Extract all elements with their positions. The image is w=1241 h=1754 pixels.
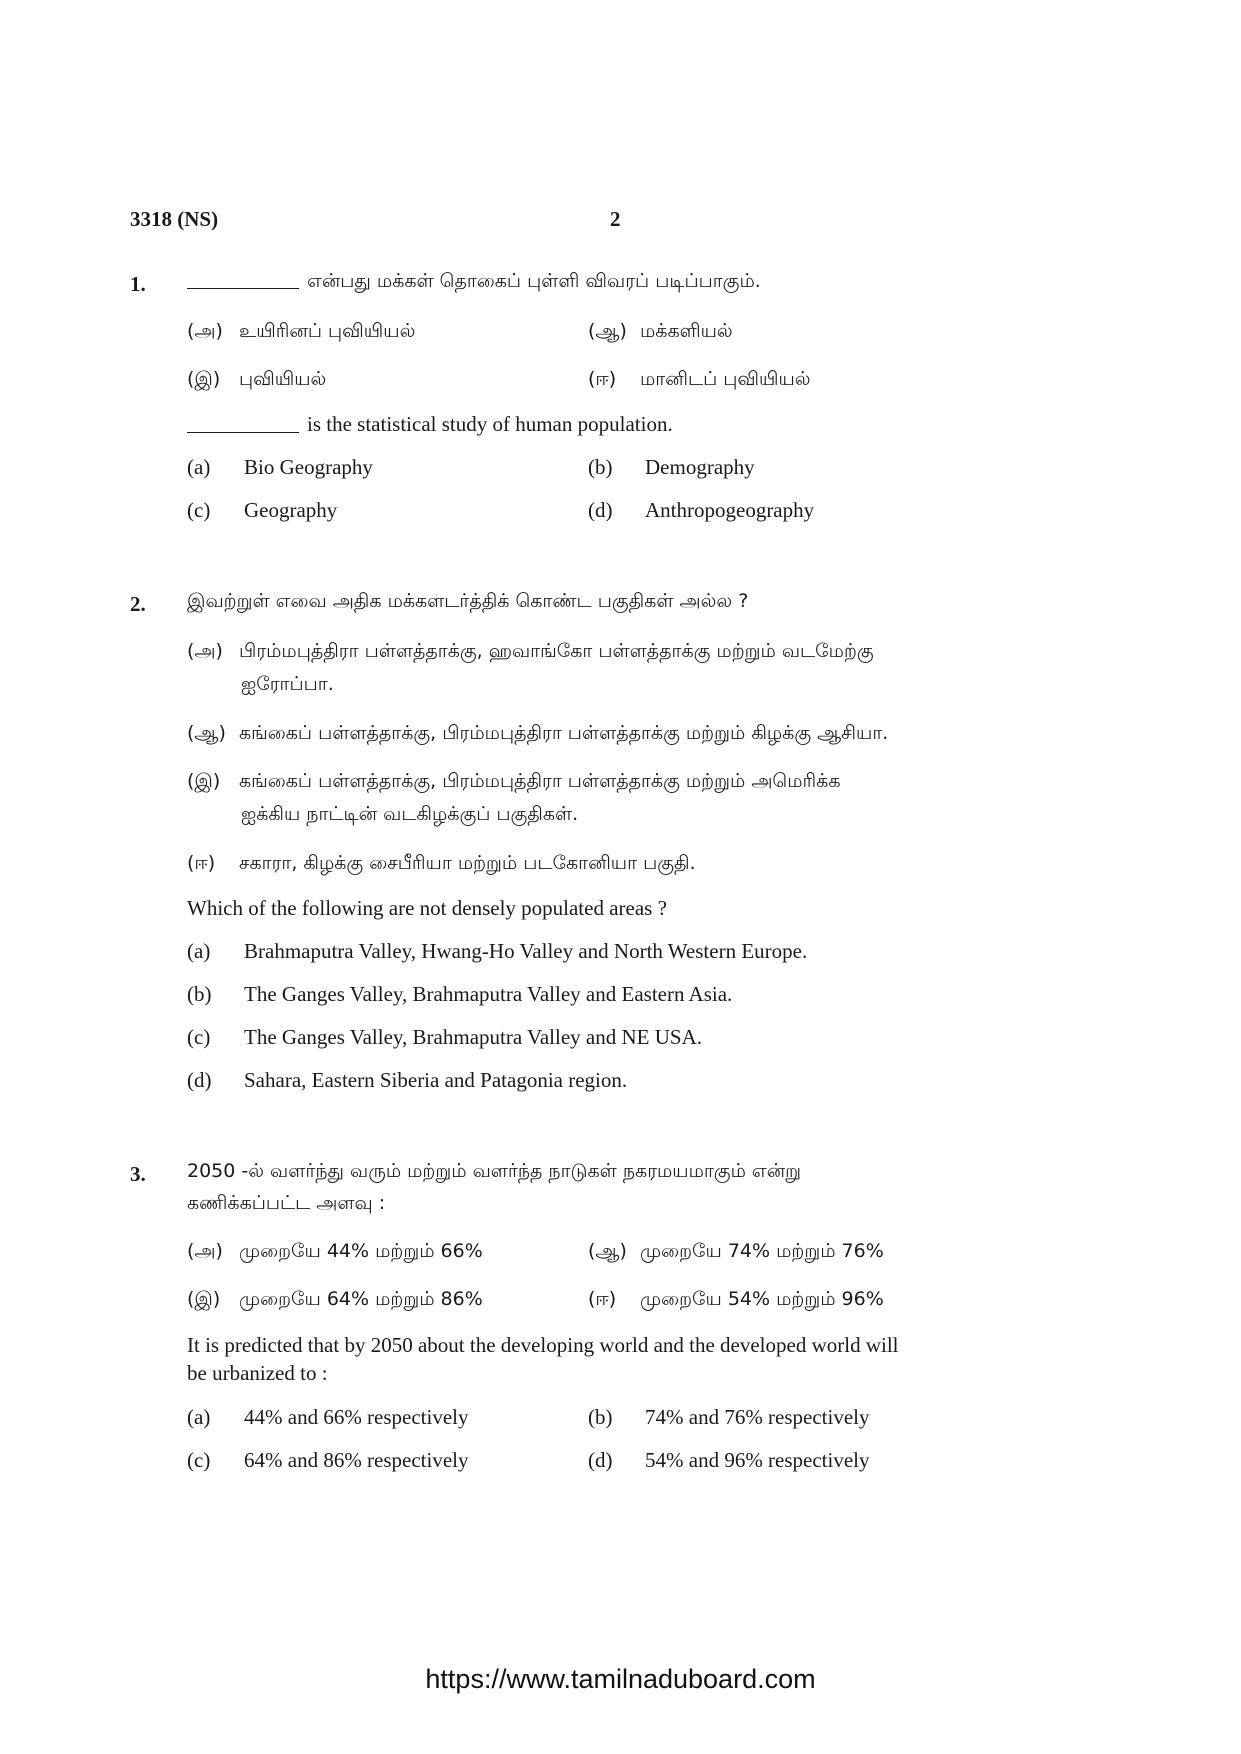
option-text: The Ganges Valley, Brahmaputra Valley and NE USA. bbox=[244, 1025, 703, 1049]
option-label: (இ) bbox=[187, 368, 221, 390]
option-label: (d) bbox=[588, 498, 613, 522]
q1-en-option-c bbox=[187, 498, 337, 523]
option-text: 54% and 96% respectively bbox=[645, 1448, 870, 1472]
option-label: (d) bbox=[187, 1068, 212, 1092]
question-3-tamil-line2: கணிக்கப்பட்ட அளவு : bbox=[187, 1192, 386, 1214]
option-label: (d) bbox=[588, 1448, 613, 1472]
option-label: (இ) bbox=[187, 770, 221, 792]
q2-en-option-d bbox=[187, 1068, 627, 1093]
question-3-tamil-line1: 2050 -ல் வளர்ந்து வரும் மற்றும் வளர்ந்த நாடுகள் நகரமயமாகும் என்று bbox=[187, 1160, 802, 1182]
question-2-english: Which of the following are not densely populated areas ? bbox=[187, 896, 667, 920]
q2-en-option-a bbox=[187, 939, 807, 964]
option-text: Bio Geography bbox=[244, 455, 373, 479]
q2-en-option-c bbox=[187, 1025, 702, 1050]
option-text: 74% and 76% respectively bbox=[645, 1405, 870, 1429]
option-label: (ஆ) bbox=[187, 722, 226, 744]
question-1-number: 1. bbox=[130, 272, 146, 296]
option-label: (b) bbox=[588, 455, 613, 479]
q1-en-option-a bbox=[187, 455, 373, 480]
option-text: புவியியல் bbox=[239, 368, 327, 390]
q2-ta-option-b bbox=[187, 722, 888, 747]
q2-ta-option-a-cont: ஐரோப்பா. bbox=[241, 673, 334, 695]
option-label: (c) bbox=[187, 498, 211, 522]
answer-blank bbox=[187, 432, 299, 433]
q1-ta-option-a bbox=[187, 320, 415, 345]
q1-ta-option-b bbox=[588, 320, 733, 345]
option-label: (ஆ) bbox=[588, 320, 627, 342]
question-3-number: 3. bbox=[130, 1162, 146, 1186]
option-label: (a) bbox=[187, 455, 211, 479]
option-text: பிரம்மபுத்திரா பள்ளத்தாக்கு, ஹவாங்கோ பள்ளத்தாக்கு மற்றும் வடமேற்கு bbox=[239, 640, 874, 662]
q3-en-option-d bbox=[588, 1448, 870, 1473]
option-text: முறையே 64% மற்றும் 86% bbox=[239, 1288, 483, 1310]
option-text: கங்கைப் பள்ளத்தாக்கு, பிரம்மபுத்திரா பள்ளத்தாக்கு மற்றும் அமெரிக்க bbox=[239, 770, 841, 792]
option-label: (ஈ) bbox=[588, 368, 617, 390]
option-text: உயிரினப் புவியியல் bbox=[239, 320, 416, 342]
option-label: (b) bbox=[187, 982, 212, 1006]
option-text: Geography bbox=[244, 498, 338, 522]
option-text: Brahmaputra Valley, Hwang-Ho Valley and North Western Europe. bbox=[244, 939, 808, 963]
option-label: (அ) bbox=[187, 640, 223, 662]
page-number: 2 bbox=[610, 207, 621, 231]
option-label: (a) bbox=[187, 939, 211, 963]
option-text: 44% and 66% respectively bbox=[244, 1405, 469, 1429]
question-2-tamil: இவற்றுள் எவை அதிக மக்களடர்த்திக் கொண்ட பகுதிகள் அல்ல ? bbox=[187, 590, 749, 612]
q3-ta-option-a bbox=[187, 1240, 483, 1265]
option-text: மக்களியல் bbox=[640, 320, 733, 342]
option-label: (a) bbox=[187, 1405, 211, 1429]
question-1-tamil-text: என்பது மக்கள் தொகைப் புள்ளி விவரப் படிப்பாகும். bbox=[307, 270, 761, 292]
option-text: 64% and 86% respectively bbox=[244, 1448, 469, 1472]
option-label: (ஈ) bbox=[187, 852, 216, 874]
q1-ta-option-d bbox=[588, 368, 811, 393]
q2-ta-option-a bbox=[187, 640, 874, 665]
option-text: Demography bbox=[645, 455, 755, 479]
question-1-english bbox=[187, 412, 673, 437]
q2-en-option-b bbox=[187, 982, 732, 1007]
q1-ta-option-c bbox=[187, 368, 326, 393]
question-3-english-line2: be urbanized to : bbox=[187, 1361, 328, 1385]
q3-en-option-a bbox=[187, 1405, 469, 1430]
option-text: கங்கைப் பள்ளத்தாக்கு, பிரம்மபுத்திரா பள்ளத்தாக்கு மற்றும் கிழக்கு ஆசியா. bbox=[239, 722, 889, 744]
option-text: மானிடப் புவியியல் bbox=[640, 368, 811, 390]
option-label: (அ) bbox=[187, 320, 223, 342]
paper-code: 3318 (NS) bbox=[130, 207, 219, 231]
q1-en-option-d bbox=[588, 498, 814, 523]
q1-en-option-b bbox=[588, 455, 755, 480]
q3-ta-option-b bbox=[588, 1240, 884, 1265]
option-text: முறையே 44% மற்றும் 66% bbox=[239, 1240, 483, 1262]
option-label: (ஆ) bbox=[588, 1240, 627, 1262]
question-3-english-line1: It is predicted that by 2050 about the developing world and the developed world will bbox=[187, 1333, 899, 1357]
option-text: முறையே 54% மற்றும் 96% bbox=[640, 1288, 884, 1310]
option-label: (அ) bbox=[187, 1240, 223, 1262]
question-1-tamil bbox=[187, 270, 761, 295]
option-text: Anthropogeography bbox=[645, 498, 815, 522]
option-label: (ஈ) bbox=[588, 1288, 617, 1310]
footer-url: https://www.tamilnaduboard.com bbox=[425, 1664, 816, 1694]
option-text: The Ganges Valley, Brahmaputra Valley and Eastern Asia. bbox=[244, 982, 733, 1006]
question-2-number: 2. bbox=[130, 592, 146, 616]
q3-ta-option-c bbox=[187, 1288, 483, 1313]
option-label: (இ) bbox=[187, 1288, 221, 1310]
option-text: முறையே 74% மற்றும் 76% bbox=[640, 1240, 884, 1262]
q3-ta-option-d bbox=[588, 1288, 884, 1313]
q2-ta-option-c bbox=[187, 770, 841, 795]
q3-en-option-b bbox=[588, 1405, 870, 1430]
option-label: (b) bbox=[588, 1405, 613, 1429]
q2-ta-option-c-cont: ஐக்கிய நாட்டின் வடகிழக்குப் பகுதிகள். bbox=[241, 803, 579, 825]
question-1-english-text: is the statistical study of human population. bbox=[307, 412, 673, 436]
q3-en-option-c bbox=[187, 1448, 469, 1473]
q2-ta-option-d bbox=[187, 852, 696, 877]
option-text: சகாரா, கிழக்கு சைபீரியா மற்றும் படகோனியா பகுதி. bbox=[239, 852, 696, 874]
option-label: (c) bbox=[187, 1448, 211, 1472]
option-label: (c) bbox=[187, 1025, 211, 1049]
option-text: Sahara, Eastern Siberia and Patagonia region. bbox=[244, 1068, 628, 1092]
answer-blank bbox=[187, 288, 299, 289]
